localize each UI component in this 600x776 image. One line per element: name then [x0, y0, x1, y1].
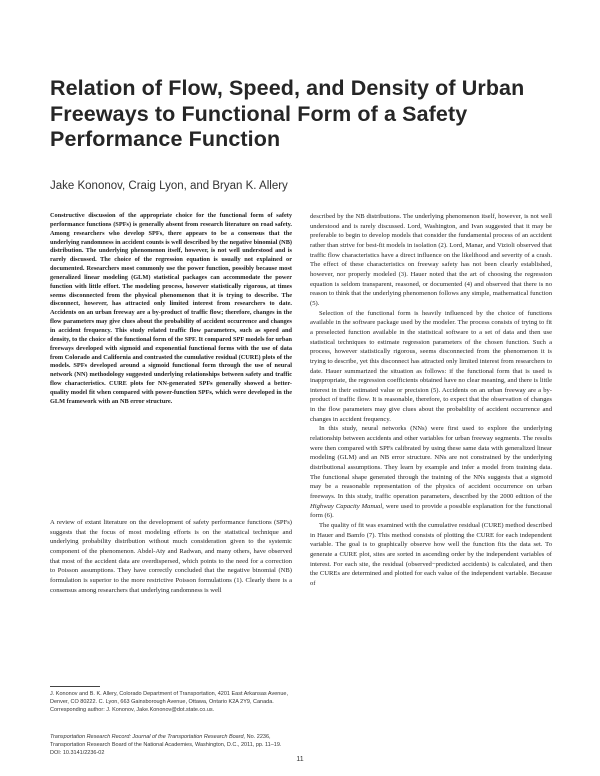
body-paragraph-2: Selection of the functional form is heavily influenced by the choice of functions available in the software package used by the modeler. The process consists of trying to fit a preselected function available in the statistical software to a set of data and then use statistical techniques to estimate regression parameters of the chosen function. Such a process, however statistically rigorous, seems disconnected from the phenomenon it is trying to describe, yet this disconnect has attracted only limited interest from researchers to date. Hauer summarized the situation as follows: if the functional form that is used is inappropriate, the regression coefficients obtained have no clear meaning, and there is little interest in their estimated value or precision (5). Accidents on an urban freeway are a by-product of traffic flow. It is reasonable, therefore, to expect that the observation of changes in the flow parameters may give clues about the probability of accident occurrence and changes in accident frequency. [310, 309, 552, 423]
abstract [50, 212, 292, 407]
abstract-text: Constructive discussion of the appropriate choice for the functional form of safety performance functions (SPFs) is generally absent from research literature on road safety. Among researchers who develop SPFs, there appears to be a consensus that the underlying randomness in accident counts is well described by the negative binomial (NB) distribution. The underlying phenomenon itself, however, is not well understood and is rarely discussed. The choice of the regression equation is usually not explained or documented. Researchers most commonly use the power function, possibly because most generalized linear modeling (GLM) statistical packages can accommodate the power function with little effort. The modeling process, however statistically rigorous, at times seems disconnected from the physical phenomenon that it is trying to describe. The disconnect, however, has attracted only limited interest from researchers to date. Accidents on an urban freeway are a by-product of traffic flow; therefore, changes in the flow parameters may give clues about the probability of accident occurrence and changes in accident frequency. This study related traffic flow parameters, such as speed and density, to the choice of the functional form of the SPF. It compared SPF models for urban freeways developed with sigmoid and exponential functional forms with the use of data from Colorado and California and contrasted the cumulative residual (CURE) plots of the models. SPFs developed around a sigmoid functional form through the use of neural network (NN) methodology suggested underlying relationships between safety and traffic flow characteristics. CURE plots for NN-generated SPFs generally showed a better-quality model fit when compared with power-function SPFs, which were developed in the GLM framework with an NB error structure. [50, 212, 292, 405]
hcm-title: Highway Capacity Manual [310, 502, 383, 510]
body-paragraph-1: described by the NB distributions. The underlying phenomenon itself, however, is not well understood and is rarely discussed. Lord, Washington, and Ivan suggested that it may be preferable to begin to develop models that consider the fundamental process of an accident rather than strive for best-fit models in isolation (2). Lord, Manar, and Vizioli observed that traffic flow characteristics have a direct influence on the likelihood and severity of a crash. The effect of these characteristics on freeway safety has not been clearly established, however, nor properly modeled (3). Hauer noted that the art of choosing the regression equation is seldom transparent, reasoned, or documented (4) and observed that there is no reason to think that the underlying phenomenon follows any simple, mathematical function (5). [310, 213, 552, 307]
citation-details: No. 2236, Transportation Research Board of the National Academies, Washington, D.C., 2011, pp. 11–19. [50, 734, 282, 749]
author-list: Jake Kononov, Craig Lyon, and Bryan K. Allery [50, 180, 288, 192]
intro-paragraph: A review of extant literature on the development of safety performance functions (SPFs) suggests that the focus of most modeling efforts is on the statistical technique and underlying probability distribution without much consideration given to the systemic component of the phenomenon. Abdel-Aty and Radwan, and many others, have observed that most of the accident data are overdispersed, which points to the need for a correction to Poisson assumptions. They have correctly concluded that the negative binomial (NB) formulation is superior to the more restrictive Poisson formulations (1). Clearly there is a consensus among researchers that underlying randomness is well [50, 519, 292, 594]
paper-title: Relation of Flow, Speed, and Density of Urban Freeways to Functional Form of a Safety Performance Function [50, 76, 525, 151]
footnote-divider [50, 686, 100, 687]
author-affiliation-note: J. Kononov and B. K. Allery, Colorado Department of Transportation, 4201 East Arkansas Avenue, Denver, CO 80222. C. Lyon, 663 Gainsborough Avenue, Ottawa, Ontario K2A 2Y9, Canada. Corresponding author: J. Kononov, Jake.Kononov@dot.state.co.us. [50, 691, 288, 714]
journal-name: Transportation Research Record: Journal of the Transportation Research Board, [50, 734, 246, 740]
introduction-column [50, 518, 292, 595]
citation-note [50, 733, 292, 757]
right-column [310, 212, 552, 589]
page-number: 11 [296, 756, 304, 763]
body-paragraph-3-text-b: , were used to provide a possible explanation for the functional form (6). [310, 502, 552, 520]
doi: DOI: 10.3141/2236-02 [50, 750, 105, 757]
body-paragraph-3-text-a: In this study, neural networks (NNs) were first used to explore the underlying relationship between accidents and other variables for urban freeway segments. The results were then compared with SPFs calibrated by using these same data with generalized linear modeling (GLM) and an NB error structure. NNs are not constrained by the underlying distributional assumptions. They learn by example and infer a model from training data. The functional shape generated through the training of the NNs suggests that a sigmoid may be a reasonable representation of the physics of accident occurrence on urban freeways. In this study, traffic operation parameters, described by the 2000 edition of the [310, 425, 552, 501]
body-paragraph-4: The quality of fit was examined with the cumulative residual (CURE) method described in Hauer and Bamfo (7). This method consists of plotting the CURE for each independent variable. The goal is to graphically observe how well the function fits the data set. To generate a CURE plot, sites are sorted in ascending order by the independent variables of interest. For each site, the residual (observed−predicted accidents) is calculated, and then the CUREs are determined and plotted for each value of the independent variable. Because of [310, 522, 552, 587]
body-paragraph-3 [310, 424, 552, 521]
